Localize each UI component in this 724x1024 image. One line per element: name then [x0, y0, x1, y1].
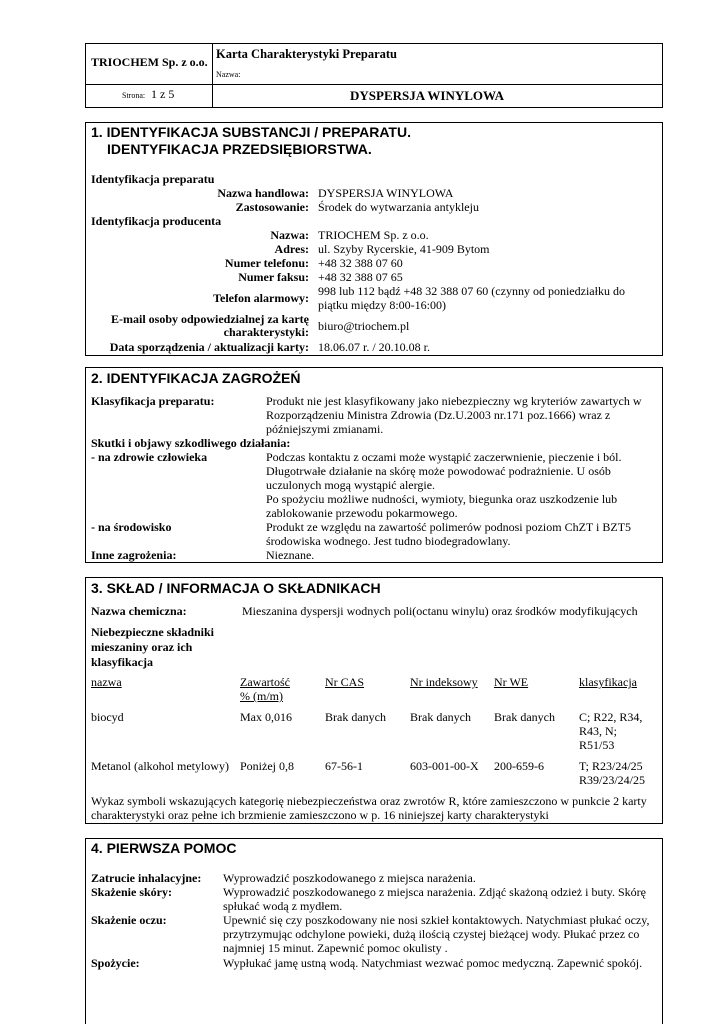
table-row-1-class-line1: C; R22, R34, [579, 710, 643, 724]
col-header-we: Nr WE [494, 675, 529, 689]
classification-text-line1: Produkt nie jest klasyfikowany jako niebezpieczny wg kryteriów zawartych w [266, 394, 642, 408]
address-value: ul. Szyby Rycerskie, 41-909 Bytom [318, 242, 490, 256]
symbols-note-line2: charakterystyki oraz pełne ich brzmienie zamieszczono w p. 16 niniejszej karty charakterystyki [91, 808, 549, 822]
producer-name-value: TRIOCHEM Sp. z o.o. [318, 228, 429, 242]
date-label: Data sporządzenia / aktualizacji karty: [109, 340, 309, 354]
company-name: TRIOCHEM Sp. z o.o. [91, 55, 208, 69]
table-row-1-index: Brak danych [410, 710, 471, 724]
email-label-line1: E-mail osoby odpowiedzialnej za kartę [111, 312, 309, 326]
alarm-phone-value-line1: 998 lub 112 bądź +48 32 388 07 60 (czynny od poniedziałku do [318, 284, 625, 298]
chemical-name-value: Mieszanina dyspersji wodnych poli(octanu winylu) oraz środków modyfikujących [242, 604, 638, 618]
table-row-2-we: 200-659-6 [494, 759, 544, 773]
email-value: biuro@triochem.pl [318, 319, 410, 333]
table-row-2-name: Metanol (alkohol metylowy) [91, 759, 229, 773]
eye-text-line3: najmniej 15 minut. Zapewnić pomoc okulisty . [223, 941, 448, 955]
table-row-2-class-line1: T; R23/24/25 [579, 759, 643, 773]
col-header-classification: klasyfikacja [579, 675, 637, 689]
col-header-cas: Nr CAS [325, 675, 365, 689]
table-row-1-name: biocyd [91, 710, 124, 724]
eye-text-line2: przytrzymując odchylone powieki, dużą ilością czystej bieżącej wody. Płukać przez co [223, 927, 640, 941]
health-text-line5: zablokowanie przewodu pokarmowego. [266, 506, 458, 520]
inhalation-label: Zatrucie inhalacyjne: [91, 871, 202, 885]
trade-name-value: DYSPERSJA WINYLOWA [318, 186, 454, 200]
table-row-1-we: Brak danych [494, 710, 555, 724]
environment-text-line1: Produkt ze względu na zawartość polimerów podnosi poziom ChZT i BZT5 [266, 520, 632, 534]
skin-label: Skażenie skóry: [91, 885, 172, 899]
skin-text-line2: spłukać wodą z mydłem. [223, 899, 343, 913]
health-text-line1: Podczas kontaktu z oczami może wystąpić zaczerwnienie, pieczenie i ból. [266, 450, 622, 464]
header-vline [212, 43, 213, 108]
table-row-2-index: 603-001-00-X [410, 759, 479, 773]
health-text-line3: uczulonych mogą wystąpić alergie. [266, 478, 436, 492]
hazardous-components-label-line1: Niebezpieczne składniki [91, 625, 215, 639]
hazardous-components-label-line3: klasyfikacja [91, 655, 154, 669]
use-label: Zastosowanie: [235, 200, 309, 214]
eye-label: Skażenie oczu: [91, 913, 167, 927]
classification-text-line2: Rozporządzeniu Ministra Zdrowia (Dz.U.2003 nr.171 poz.1666) wraz z [266, 408, 611, 422]
environment-label: - na środowisko [91, 520, 172, 534]
hazardous-components-label-line2: mieszaniny oraz ich [91, 640, 193, 654]
product-name: DYSPERSJA WINYLOWA [350, 88, 504, 103]
inhalation-text: Wyprowadzić poszkodowanego z miejsca narażenia. [223, 871, 476, 885]
section-2-title: 2. IDENTYFIKACJA ZAGROŻEŃ [91, 370, 301, 386]
prep-identification-heading: Identyfikacja preparatu [91, 172, 215, 186]
fax-label: Numer faksu: [238, 270, 309, 284]
trade-name-label: Nazwa handlowa: [217, 186, 309, 200]
section-4-title: 4. PIERWSZA POMOC [91, 840, 237, 856]
page-number: 1 z 5 [151, 87, 175, 101]
ingestion-text: Wypłukać jamę ustną wodą. Natychmiast wezwać pomoc medyczną. Zapewnić spokój. [223, 956, 643, 970]
table-row-1-class-line2: R43, N; [579, 724, 618, 738]
col-header-index: Nr indeksowy [410, 675, 478, 689]
page-label: Strona: [122, 91, 146, 100]
phone-label: Numer telefonu: [224, 256, 309, 270]
symbols-note-line1: Wykaz symboli wskazujących kategorię niebezpieczeństwa oraz zwrotów R, które zamieszczono w punkcie 2 karty [91, 794, 647, 808]
skin-text-line1: Wyprowadzić poszkodowanego z miejsca narażenia. Zdjąć skażoną odzież i buty. Skórę [223, 885, 646, 899]
other-hazards-text: Nieznane. [266, 548, 315, 562]
table-row-1-cas: Brak danych [325, 710, 386, 724]
producer-identification-heading: Identyfikacja producenta [91, 214, 222, 228]
eye-text-line1: Upewnić się czy poszkodowany nie nosi szkieł kontaktowych. Natychmiast płukać oczy, [223, 913, 650, 927]
section-1-title-line2: IDENTYFIKACJA PRZEDSIĘBIORSTWA. [107, 141, 372, 157]
fax-value: +48 32 388 07 65 [318, 270, 403, 284]
ingestion-label: Spożycie: [91, 956, 140, 970]
phone-value: +48 32 388 07 60 [318, 256, 403, 270]
effects-label: Skutki i objawy szkodliwego działania: [91, 436, 291, 450]
classification-label: Klasyfikacja preparatu: [91, 394, 215, 408]
table-row-2-content: Poniżej 0,8 [240, 759, 294, 773]
chemical-name-label: Nazwa chemiczna: [91, 604, 187, 618]
date-value: 18.06.07 r. / 20.10.08 r. [318, 340, 431, 354]
address-label: Adres: [274, 242, 309, 256]
table-row-2-class-line2: R39/23/24/25 [579, 773, 646, 787]
classification-text-line3: późniejszymi zmianami. [266, 422, 384, 436]
name-label: Nazwa: [216, 70, 241, 79]
col-header-name: nazwa [91, 675, 122, 689]
use-value: Środek do wytwarzania antykleju [318, 200, 479, 214]
producer-name-label: Nazwa: [270, 228, 309, 242]
col-header-content-unit: % (m/m) [240, 689, 283, 703]
health-label: - na zdrowie człowieka [91, 450, 208, 464]
health-text-line2: Długotrwałe działanie na skórę może powodować podrażnienie. U osób [266, 464, 611, 478]
col-header-content: Zawartość [240, 675, 290, 689]
table-row-1-class-line3: R51/53 [579, 738, 615, 752]
alarm-phone-value-line2: piątku między 8:00-16:00) [318, 298, 446, 312]
header-hline-left [85, 84, 212, 85]
table-row-2-cas: 67-56-1 [325, 759, 363, 773]
document-title: Karta Charakterystyki Preparatu [216, 47, 397, 61]
table-row-1-content: Max 0,016 [240, 710, 292, 724]
other-hazards-label: Inne zagrożenia: [91, 548, 177, 562]
header-hline-right [212, 84, 663, 85]
health-text-line4: Po spożyciu możliwe nudności, wymioty, biegunka oraz uszkodzenie lub [266, 492, 618, 506]
alarm-phone-label: Telefon alarmowy: [213, 291, 309, 305]
section-3-title: 3. SKŁAD / INFORMACJA O SKŁADNIKACH [91, 580, 381, 596]
section-1-title-line1: 1. IDENTYFIKACJA SUBSTANCJI / PREPARATU. [91, 124, 411, 140]
environment-text-line2: środowiska wodnego. Jest tudno biodegradowlany. [266, 534, 511, 548]
email-label-line2: charakterystyki: [223, 325, 309, 339]
